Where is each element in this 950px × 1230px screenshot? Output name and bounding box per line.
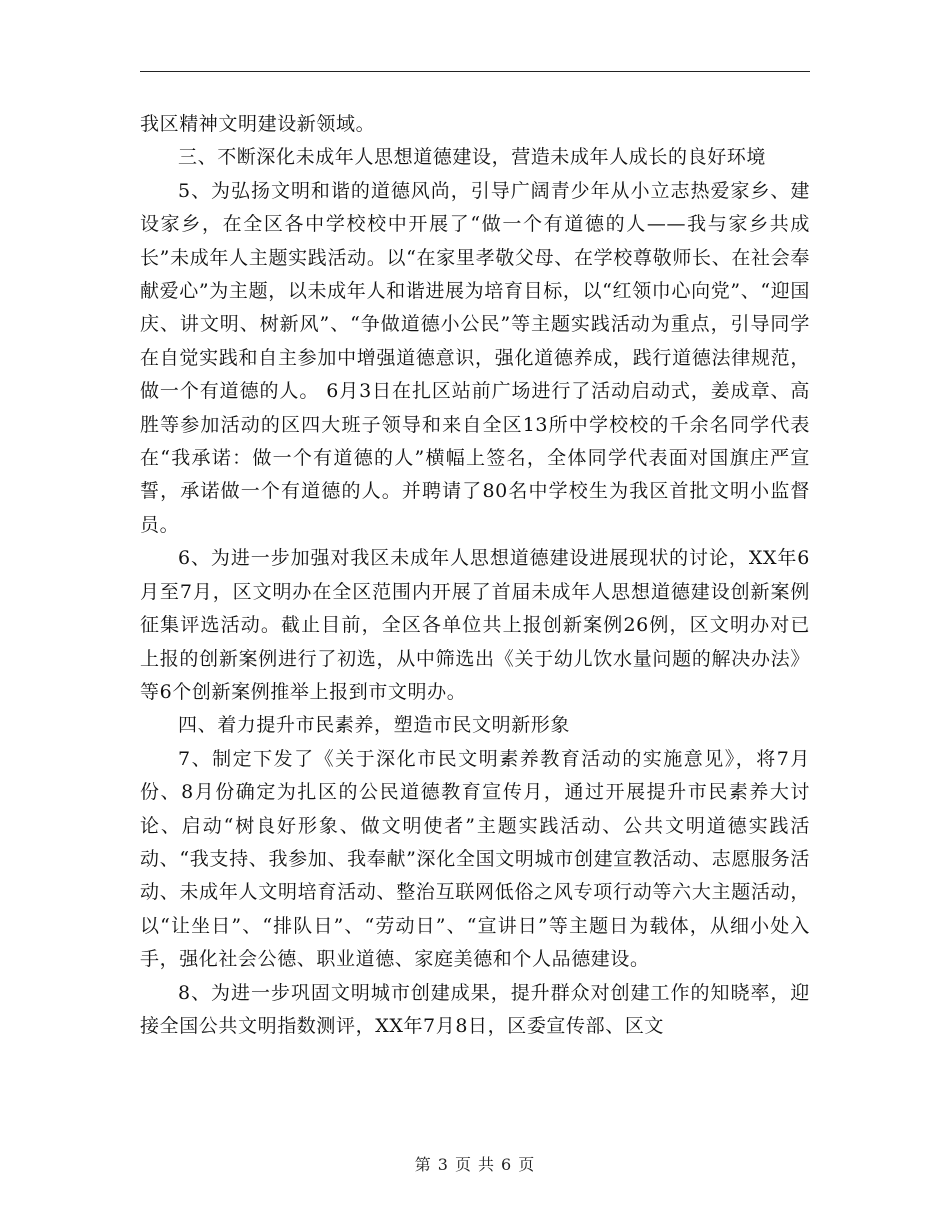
page-footer — [0, 1152, 950, 1175]
footer-page-number: 3 — [437, 1155, 449, 1174]
footer-prefix: 第 — [414, 1155, 432, 1174]
footer-suffix: 页 — [518, 1155, 536, 1174]
paragraph-item-7: 7、制定下发了《关于深化市民文明素养教育活动的实施意见》，将7月份、8月份确定为扎区的公民道德教育宣传月，通过开展提升市民素养大讨论、启动“树良好形象、做文明使者”主题实践活动、公共文明道德实践活动、“我支持、我参加、我奉献”深化全国文明城市创建宣教活动、志愿服务活动、未成年人文明培育活动、整治互联网低俗之风专项行动等六大主题活动，以“让坐日”、“排队日”、“劳动日”、“宣讲日”等主题日为载体，从细小处入手，强化社会公德、职业道德、家庭美德和个人品德建设。 — [140, 747, 810, 971]
paragraph-continuation: 我区精神文明建设新领域。 — [140, 113, 376, 135]
footer-total-pages: 6 — [501, 1155, 513, 1174]
header-rule — [140, 71, 810, 72]
document-body — [140, 108, 810, 1043]
paragraph-item-5: 5、为弘扬文明和谐的道德风尚，引导广阔青少年从小立志热爱家乡、建设家乡，在全区各中学校校中开展了“做一个有道德的人——我与家乡共成长”未成年人主题实践活动。以“在家里孝敬父母、在学校尊敬师长、在社会奉献爱心”为主题，以未成年人和谐进展为培育目标，以“红领巾心向党”、“迎国庆、讲文明、树新风”、“争做道德小公民”等主题实践活动为重点，引导同学在自觉实践和自主参加中增强道德意识，强化道德养成，践行道德法律规范，做一个有道德的人。 6月3日在扎区站前广场进行了活动启动式，姜成章、高胜等参加活动的区四大班子领导和来自全区13所中学校校的千余名同学代表在“我承诺：做一个有道德的人”横幅上签名，全体同学代表面对国旗庄严宣誓，承诺做一个有道德的人。并聘请了80名中学校生为我区首批文明小监督员。 — [140, 179, 810, 536]
paragraph-item-8: 8、为进一步巩固文明城市创建成果，提升群众对创建工作的知晓率，迎接全国公共文明指数测评，XX年7月8日，区委宣传部、区文 — [140, 981, 810, 1037]
section-heading-four: 四、着力提升市民素养，塑造市民文明新形象 — [178, 714, 571, 737]
paragraph-item-6: 6、为进一步加强对我区未成年人思想道德建设进展现状的讨论，XX年6月至7月，区文明办在全区范围内开展了首届未成年人思想道德建设创新案例征集评选活动。截止目前，全区各单位共上报创新案例26例，区文明办对已上报的创新案例进行了初选，从中筛选出《关于幼儿饮水量问题的解决办法》等6个创新案例推举上报到市文明办。 — [140, 547, 810, 703]
footer-middle: 页 共 — [454, 1155, 496, 1174]
section-heading-three: 三、不断深化未成年人思想道德建设，营造未成年人成长的良好环境 — [178, 146, 767, 169]
